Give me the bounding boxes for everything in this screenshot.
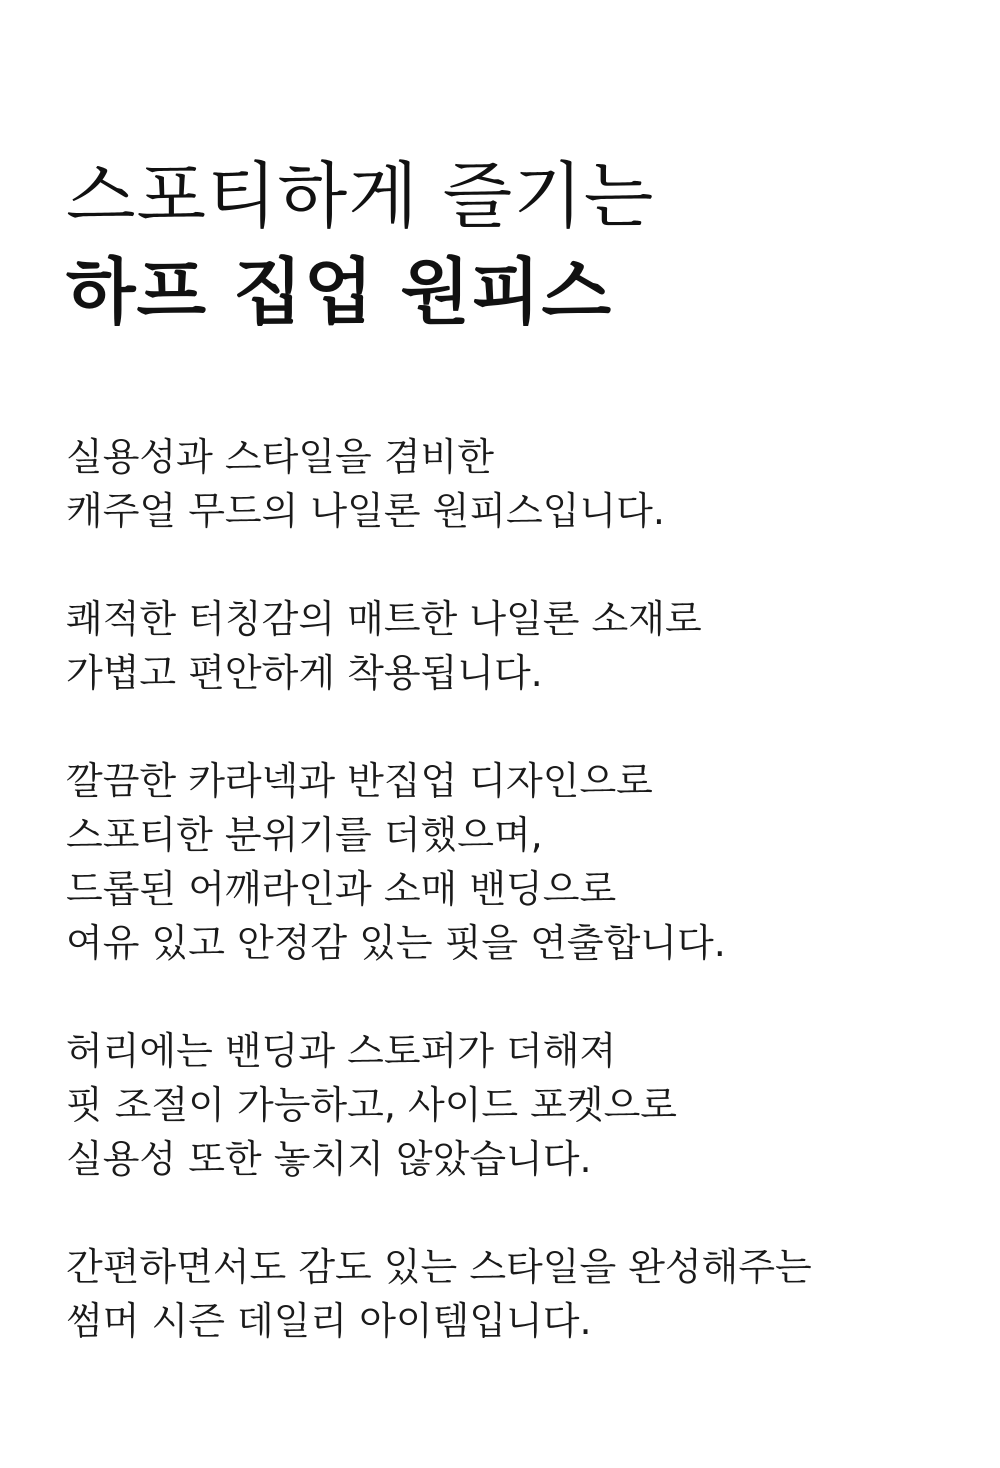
paragraph-material <box>66 592 966 700</box>
paragraph-line: 스포티한 분위기를 더했으며, <box>66 813 543 857</box>
description-body <box>66 430 966 1348</box>
paragraph-line: 드롭된 어깨라인과 소매 밴딩으로 <box>66 867 617 911</box>
paragraph-intro <box>66 430 966 538</box>
product-description-page <box>66 148 966 1348</box>
paragraph-line: 캐주얼 무드의 나일론 원피스입니다. <box>66 489 665 533</box>
paragraph-line: 간편하면서도 감도 있는 스타일을 완성해주는 <box>66 1245 812 1289</box>
title-heading: 하프 집업 원피스 <box>66 249 612 334</box>
title-subheading: 스포티하게 즐기는 <box>66 154 655 238</box>
paragraph-line: 허리에는 밴딩과 스토퍼가 더해져 <box>66 1029 617 1073</box>
page-title <box>66 148 966 340</box>
paragraph-line: 가볍고 편안하게 착용됩니다. <box>66 651 543 695</box>
paragraph-waist <box>66 1024 966 1186</box>
paragraph-line: 핏 조절이 가능하고, 사이드 포켓으로 <box>66 1083 678 1127</box>
paragraph-line: 실용성 또한 놓치지 않았습니다. <box>66 1137 592 1181</box>
paragraph-line: 여유 있고 안정감 있는 핏을 연출합니다. <box>66 921 726 965</box>
paragraph-line: 썸머 시즌 데일리 아이템입니다. <box>66 1299 592 1343</box>
paragraph-line: 깔끔한 카라넥과 반집업 디자인으로 <box>66 759 653 803</box>
paragraph-line: 실용성과 스타일을 겸비한 <box>66 435 494 479</box>
paragraph-summary <box>66 1240 966 1348</box>
paragraph-design <box>66 754 966 970</box>
paragraph-line: 쾌적한 터칭감의 매트한 나일론 소재로 <box>66 597 702 641</box>
